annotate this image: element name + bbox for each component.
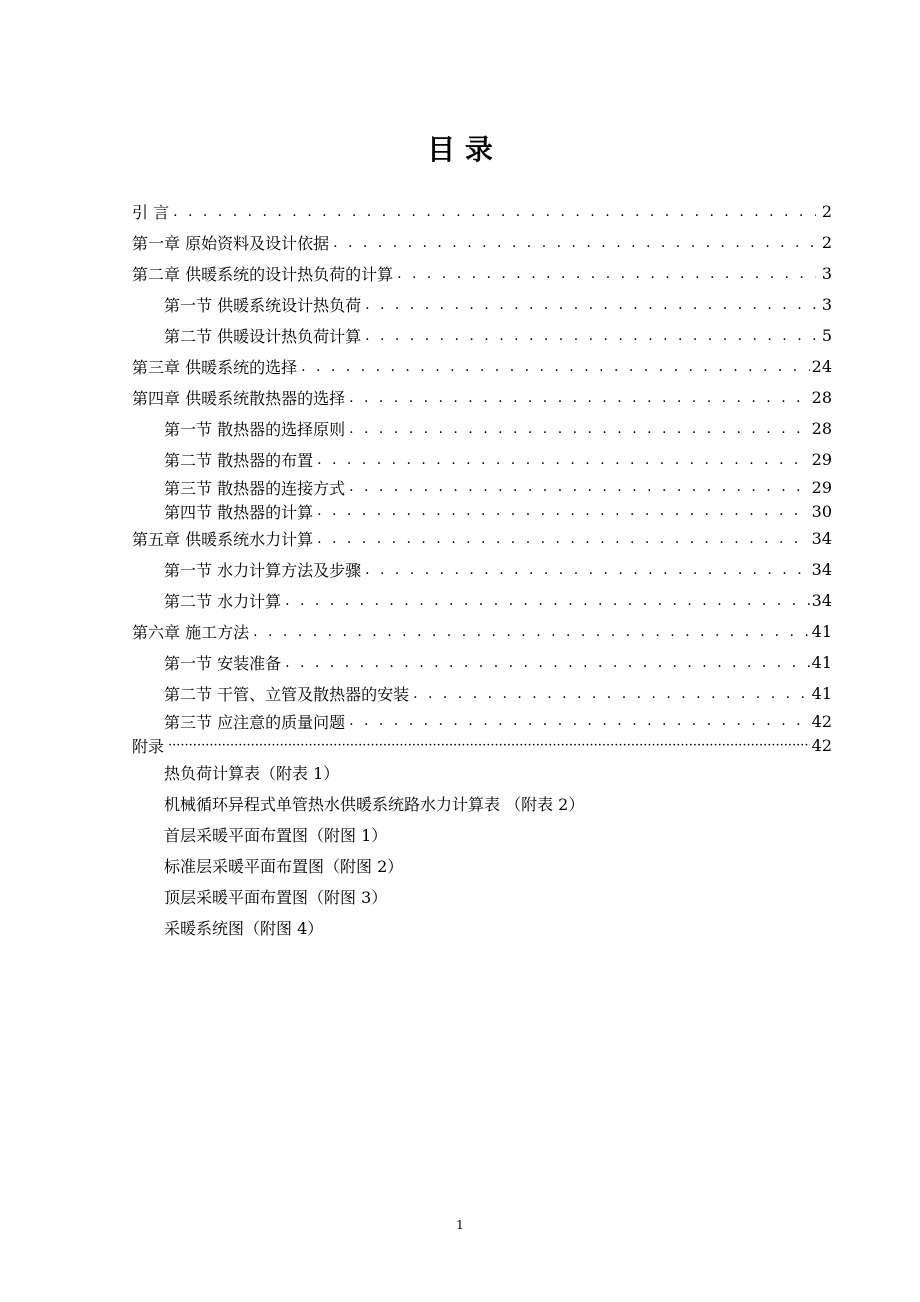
toc-entry-page: 2 bbox=[821, 202, 832, 221]
toc-entry-label: 第一节 水力计算方法及步骤 bbox=[164, 558, 363, 581]
toc-leader bbox=[349, 479, 810, 495]
toc-entry-page: 2 bbox=[821, 233, 832, 252]
toc-leader bbox=[285, 655, 810, 671]
toc-entry-page: 28 bbox=[811, 419, 832, 438]
toc-entry-page: 42 bbox=[811, 711, 832, 731]
toc-leader bbox=[301, 359, 810, 375]
toc-leader bbox=[317, 503, 810, 519]
toc-entry-page: 42 bbox=[811, 735, 832, 755]
toc-entry-page: 34 bbox=[811, 560, 832, 579]
appendix-item[interactable]: 标准层采暖平面布置图（附图 2） bbox=[164, 857, 404, 876]
toc-entry[interactable] bbox=[132, 733, 832, 757]
toc-entry[interactable] bbox=[132, 351, 832, 382]
toc-leader bbox=[173, 204, 816, 220]
toc-entry-page: 41 bbox=[811, 684, 832, 703]
toc-entry-label: 第四章 供暖系统散热器的选择 bbox=[132, 386, 347, 409]
toc-entry[interactable] bbox=[132, 444, 832, 475]
toc-entry-label: 第二章 供暖系统的设计热负荷的计算 bbox=[132, 262, 395, 285]
toc-leader bbox=[317, 452, 810, 468]
toc-entry-label: 第五章 供暖系统水力计算 bbox=[132, 527, 315, 550]
toc-entry[interactable] bbox=[132, 382, 832, 413]
toc-entry[interactable] bbox=[132, 647, 832, 678]
toc-entry-label: 第三章 供暖系统的选择 bbox=[132, 355, 299, 378]
toc-entry-page: 29 bbox=[811, 450, 832, 469]
toc-entry-label: 第二节 水力计算 bbox=[164, 589, 283, 612]
toc-entry[interactable] bbox=[132, 585, 832, 616]
toc-entry-label: 第一节 安装准备 bbox=[164, 651, 283, 674]
table-of-contents bbox=[132, 196, 832, 943]
toc-leader bbox=[317, 531, 810, 547]
toc-entry-label: 第一节 供暖系统设计热负荷 bbox=[164, 293, 363, 316]
toc-entry-label: 第一节 散热器的选择原则 bbox=[164, 417, 347, 440]
toc-leader bbox=[349, 713, 810, 729]
appendix-item[interactable]: 顶层采暖平面布置图（附图 3） bbox=[164, 888, 388, 907]
toc-entry-page: 34 bbox=[811, 529, 832, 548]
toc-leader bbox=[333, 235, 816, 251]
toc-entry-label: 第二节 散热器的布置 bbox=[164, 448, 315, 471]
toc-entry-label: 第一章 原始资料及设计依据 bbox=[132, 231, 331, 254]
appendix-item[interactable]: 采暖系统图（附图 4） bbox=[164, 919, 324, 938]
toc-entry-page: 3 bbox=[821, 295, 832, 314]
toc-entry-label: 第三节 应注意的质量问题 bbox=[164, 710, 347, 733]
toc-entry-page: 30 bbox=[811, 501, 832, 521]
toc-entry[interactable] bbox=[132, 227, 832, 258]
toc-entry[interactable] bbox=[132, 616, 832, 647]
toc-entry-label: 附录 bbox=[132, 734, 166, 757]
toc-entry-page: 24 bbox=[811, 357, 832, 376]
toc-entry-page: 5 bbox=[821, 326, 832, 345]
appendix-item[interactable]: 热负荷计算表（附表 1） bbox=[164, 764, 340, 783]
toc-entry-page: 41 bbox=[811, 622, 832, 641]
toc-leader bbox=[365, 562, 810, 578]
toc-leader bbox=[365, 328, 816, 344]
toc-leader bbox=[253, 624, 810, 640]
toc-entry[interactable] bbox=[132, 709, 832, 733]
toc-entry[interactable] bbox=[132, 678, 832, 709]
toc-entry[interactable] bbox=[132, 258, 832, 289]
toc-entry-label: 第二节 供暖设计热负荷计算 bbox=[164, 324, 363, 347]
toc-leader bbox=[397, 266, 816, 282]
toc-leader bbox=[349, 390, 810, 406]
toc-leader bbox=[168, 737, 810, 754]
toc-entry[interactable] bbox=[132, 196, 832, 227]
toc-entry-page: 41 bbox=[811, 653, 832, 672]
toc-leader bbox=[349, 421, 810, 437]
toc-entry-label: 第六章 施工方法 bbox=[132, 620, 251, 643]
page-title: 目 录 bbox=[427, 133, 493, 166]
toc-entry[interactable] bbox=[132, 523, 832, 554]
page-number: 1 bbox=[456, 1218, 464, 1232]
toc-leader bbox=[413, 686, 810, 702]
toc-entry-page: 28 bbox=[811, 388, 832, 407]
toc-entry-page: 29 bbox=[811, 477, 832, 497]
toc-leader bbox=[285, 593, 810, 609]
appendix-item[interactable]: 首层采暖平面布置图（附图 1） bbox=[164, 826, 388, 845]
toc-leader bbox=[365, 297, 816, 313]
toc-entry[interactable] bbox=[132, 499, 832, 523]
toc-entry-page: 3 bbox=[821, 264, 832, 283]
toc-entry[interactable] bbox=[132, 475, 832, 499]
toc-entry[interactable] bbox=[132, 413, 832, 444]
toc-entry-label: 第三节 散热器的连接方式 bbox=[164, 476, 347, 499]
toc-entry[interactable] bbox=[132, 289, 832, 320]
toc-entry[interactable] bbox=[132, 554, 832, 585]
appendix-item[interactable]: 机械循环异程式单管热水供暖系统路水力计算表 （附表 2） bbox=[164, 795, 585, 814]
toc-entry-label: 第四节 散热器的计算 bbox=[164, 500, 315, 523]
toc-entry-label: 第二节 干管、立管及散热器的安装 bbox=[164, 682, 411, 705]
toc-entry-page: 34 bbox=[811, 591, 832, 610]
toc-entry[interactable] bbox=[132, 320, 832, 351]
toc-entry-label: 引 言 bbox=[132, 200, 171, 223]
